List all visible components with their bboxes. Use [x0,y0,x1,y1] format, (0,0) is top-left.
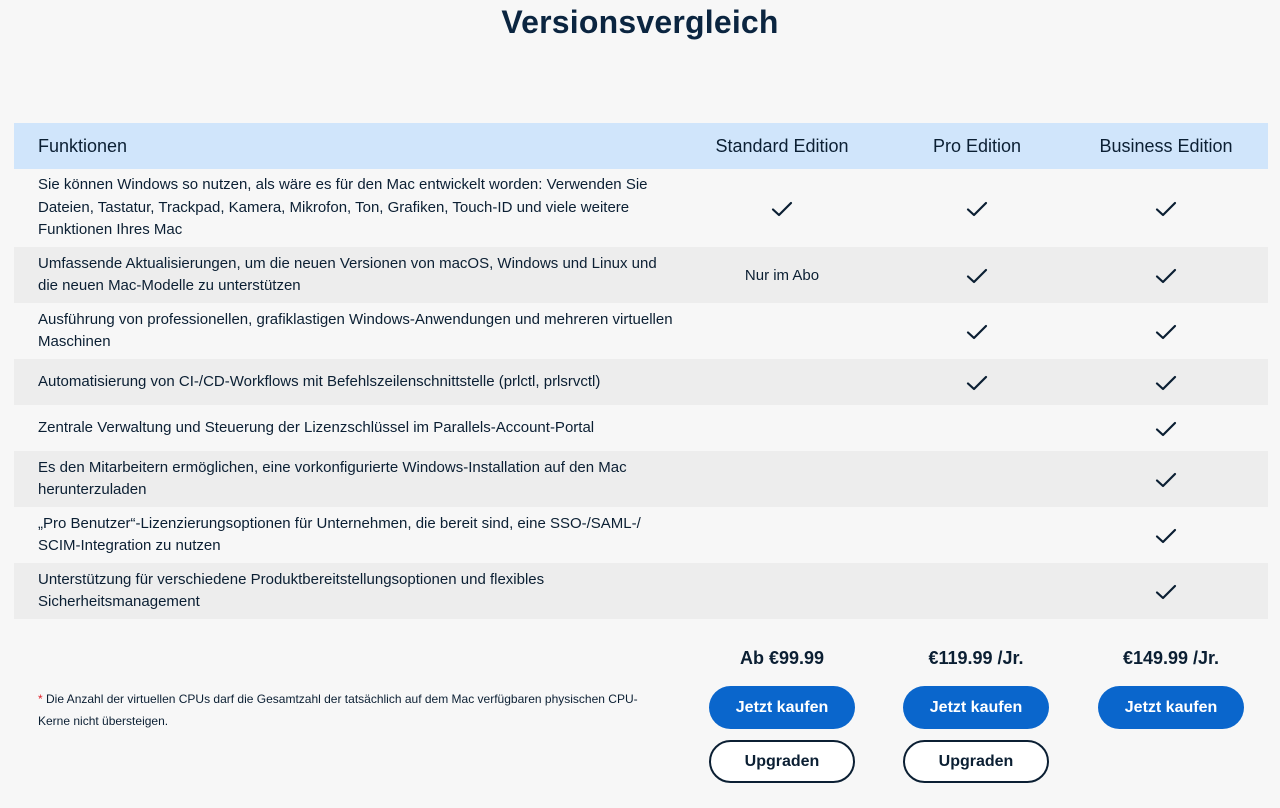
upgrade-pro-button[interactable]: Upgraden [903,740,1049,783]
header-business: Business Edition [1099,135,1233,156]
table-row [14,563,1268,619]
checkmark-icon [1155,375,1177,391]
cell-business [1064,373,1268,390]
buy-standard-button[interactable]: Jetzt kaufen [709,686,855,729]
table-row [14,451,1268,507]
feature-text: Zentrale Verwaltung und Steuerung der Lizenzschlüssel im Parallels-Account-Portal [38,418,595,436]
cell-business [1064,526,1268,543]
checkmark-icon [966,268,988,284]
checkmark-icon [966,201,988,217]
cell-pro [890,266,1064,283]
price-business: €149.99 /Jr. [1122,648,1220,668]
upgrade-standard-button[interactable]: Upgraden [709,740,855,783]
header-pro: Pro Edition [932,135,1022,156]
checkmark-icon [1155,324,1177,340]
table-row [14,247,1268,303]
feature-text: Umfassende Aktualisierungen, um die neuen Versionen von macOS, Windows und Linux und die neuen Mac-Modelle zu unterstützen [38,254,657,294]
checkmark-icon [771,201,793,217]
checkmark-icon [1155,201,1177,217]
checkmark-icon [1155,421,1177,437]
feature-text: Unterstützung für verschiedene Produktbereitstellungsoptionen und flexibles Sicherheitsmanagement [38,570,545,610]
buy-pro-button[interactable]: Jetzt kaufen [903,686,1049,729]
cell-pro [890,199,1064,216]
feature-text: „Pro Benutzer“-Lizenzierungsoptionen für Unternehmen, die bereit sind, eine SSO-/SAML-/ SCIM-Integration zu nutzen [38,514,641,554]
feature-text: Es den Mitarbeitern ermöglichen, eine vorkonfigurierte Windows-Installation auf den Mac herunterzuladen [38,458,627,498]
checkmark-icon [1155,584,1177,600]
feature-text: Automatisierung von CI-/CD-Workflows mit Befehlszeilenschnittstelle (prlctl, prlsrvctl) [38,372,601,390]
table-row [14,169,1268,247]
price-pro: €119.99 /Jr. [928,648,1024,668]
comparison-table [14,123,1268,619]
table-body [14,169,1268,619]
cell-standard: Nur im Abo [744,266,820,284]
checkmark-icon [966,375,988,391]
checkmark-icon [966,324,988,340]
footnote-asterisk: * [38,692,43,706]
cell-standard [674,199,890,216]
footnote-text: Die Anzahl der virtuellen CPUs darf die Gesamtzahl der tatsächlich auf dem Mac verfügbaren physischen CPU-Kerne nicht übersteigen. [38,692,638,728]
checkmark-icon [1155,268,1177,284]
cell-business [1064,322,1268,339]
cell-business [1064,199,1268,216]
table-row [14,405,1268,451]
footnote [38,688,648,732]
cell-business [1064,582,1268,599]
feature-text: Ausführung von professionellen, grafiklastigen Windows-Anwendungen und mehreren virtuellen Maschinen [38,310,673,350]
page-title: Versionsvergleich [501,4,779,40]
header-standard: Standard Edition [715,135,849,156]
table-header [14,123,1268,169]
cell-business [1064,470,1268,487]
checkmark-icon [1155,472,1177,488]
cell-business [1064,266,1268,283]
table-row [14,303,1268,359]
feature-text: Sie können Windows so nutzen, als wäre es für den Mac entwickelt worden: Verwenden Sie Dateien, Tastatur, Trackpad, Kamera, Mikrofon, Ton, Grafiken, Touch-ID und viele weitere Funktionen Ihres Mac [38,176,648,239]
cell-pro [890,322,1064,339]
table-row [14,359,1268,405]
checkmark-icon [1155,528,1177,544]
header-features: Funktionen [38,135,128,156]
cell-pro [890,373,1064,390]
table-row [14,507,1268,563]
cell-business [1064,419,1268,436]
price-standard: Ab €99.99 [739,648,825,668]
buy-business-button[interactable]: Jetzt kaufen [1098,686,1244,729]
